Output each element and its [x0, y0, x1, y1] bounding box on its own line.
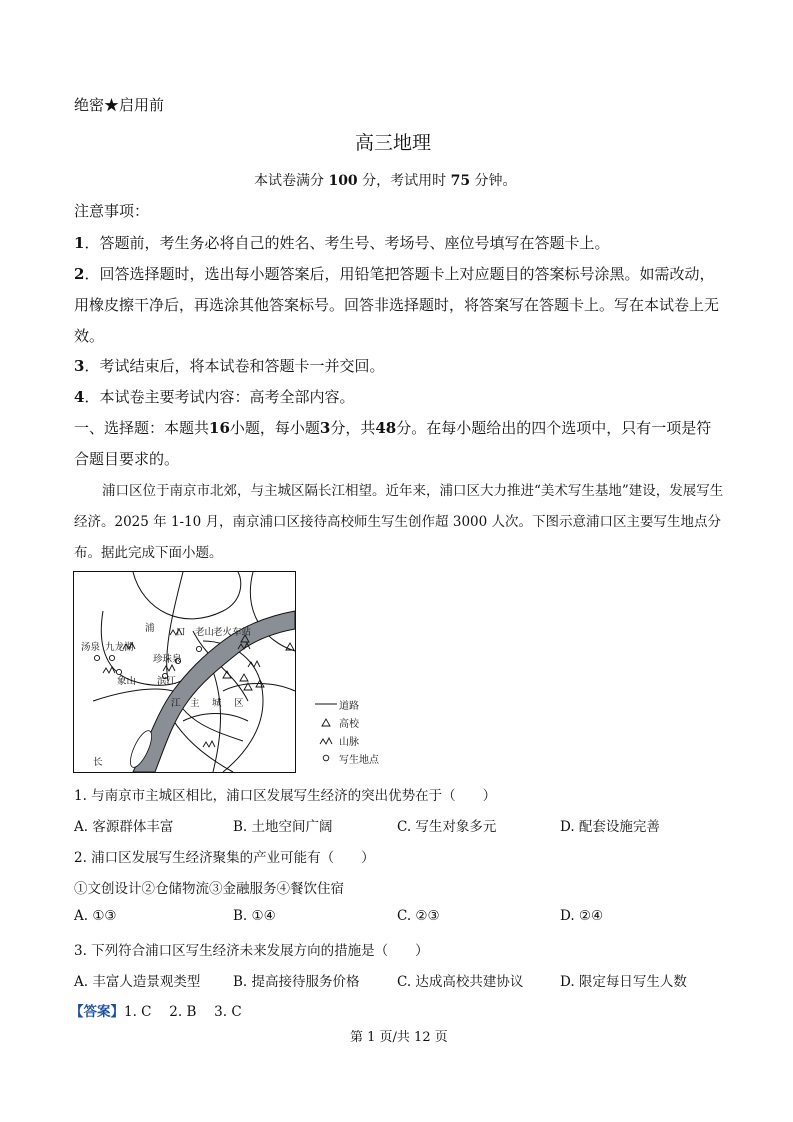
answer-text: 1. C 2. B 3. C [124, 1004, 242, 1020]
full-score: 100 [328, 173, 358, 189]
legend-sketch-site: 写生地点 [313, 749, 379, 767]
map-label-qu: 区 [234, 698, 244, 709]
notice-item-2: 2．回答选择题时，选出每小题答案后，用铅笔把答题卡上对应题目的答案标号涂黑。如需改动，用橡皮擦干净后，再选涂其他答案标号。回答非选择题时，将答案写在答题卡上。写在本试卷上无效。 [74, 265, 720, 345]
circle-icon [94, 655, 99, 660]
page-title: 高三地理 [355, 132, 432, 154]
question-1-stem: 1. 与南京市主城区相比，浦口区发展写生经济的突出优势在于（ ） [74, 788, 497, 804]
mountain-icon [313, 736, 339, 745]
answer-tag: 【答案】 [70, 1004, 124, 1020]
answer-line [70, 1000, 242, 1020]
notice-item-3: 3．考试结束后，将本试卷和答题卡一并交回。 [74, 357, 385, 375]
map-label-pu: 浦 [145, 623, 155, 634]
pukou-map [73, 571, 296, 773]
section-header: 一、选择题：本题共16小题，每小题3分，共48分。在每小题给出的四个选项中，只有一项是符合题目要求的。 [74, 419, 712, 468]
circle-icon [196, 646, 201, 651]
map-label-laohuoche: 老火车站 [213, 627, 252, 638]
reading-passage: 浦口区位于南京市北郊，与主城区隔长江相望。近年来，浦口区大力推进“美术写生基地”建设，发展写生经济。2025 年 1-10 月，南京浦口区接待高校师生写生创作超 3000 人次。下图示意浦口区主要写生地点分布。据此完成下面小题。 [74, 483, 724, 561]
map-label-xiangshan: 象山 [117, 676, 137, 687]
map-label-laoshan: 老山 [195, 627, 215, 638]
question-2-option-d: D. ②④ [560, 908, 604, 924]
map-label-zhenzhuquan: 珍珠泉 [153, 654, 182, 665]
map-label-cheng: 城 [212, 698, 222, 709]
question-1-option-c: C. 写生对象多元 [397, 819, 497, 835]
circle-icon [116, 669, 121, 674]
secret-label: 绝密★启用前 [74, 96, 165, 114]
circle-icon [109, 655, 114, 660]
map-label-tangquan: 汤泉 [81, 642, 101, 653]
notice-item-1: 1．答题前，考生务必将自己的姓名、考生号、考场号、座位号填写在答题卡上。 [74, 234, 610, 252]
question-3-option-b: B. 提高接待服务价格 [233, 974, 360, 990]
map-label-binjiang: 滨江 [157, 676, 177, 687]
question-2-option-c: C. ②③ [397, 908, 440, 924]
question-3-stem: 3. 下列符合浦口区写生经济未来发展方向的措施是（ ） [74, 943, 429, 959]
notice-item-4: 4．本试卷主要考试内容：高考全部内容。 [74, 388, 355, 406]
question-1-option-d: D. 配套设施完善 [560, 819, 660, 835]
exam-intro: 本试卷满分 100 分，考试用时 75 分钟。 [254, 173, 517, 189]
question-2-stem: 2. 浦口区发展写生经济聚集的产业可能有（ ） [74, 850, 375, 866]
question-2-choices: ①文创设计②仓储物流③金融服务④餐饮住宿 [74, 881, 344, 897]
question-2-option-b: B. ①④ [233, 908, 276, 924]
legend-road: 道路 [313, 695, 379, 713]
page-footer: 第 1 页/共 12 页 [350, 1030, 448, 1045]
legend-mountain: 山脉 [313, 731, 379, 749]
map-label-jiulonghu: 九龙湖 [105, 642, 134, 653]
map-label-kou: 口 [176, 627, 186, 638]
triangle-icon [313, 718, 339, 727]
road-line-icon [313, 701, 339, 707]
question-2-option-a: A. ①③ [74, 908, 117, 924]
map-label-jiang: 江 [171, 698, 181, 709]
map-label-chang: 长 [93, 757, 103, 768]
exam-time: 75 [450, 173, 471, 189]
map-legend [313, 695, 379, 767]
map-label-zhu: 主 [190, 698, 200, 709]
question-1-option-b: B. 土地空间广阔 [233, 819, 333, 835]
question-3-option-c: C. 达成高校共建协议 [397, 974, 524, 990]
circle-icon [313, 754, 339, 762]
question-1-option-a: A. 客源群体丰富 [74, 819, 174, 835]
notice-heading: 注意事项： [74, 202, 150, 220]
question-3-option-a: A. 丰富人造景观类型 [74, 974, 201, 990]
legend-university: 高校 [313, 713, 379, 731]
question-3-option-d: D. 限定每日写生人数 [560, 974, 687, 990]
